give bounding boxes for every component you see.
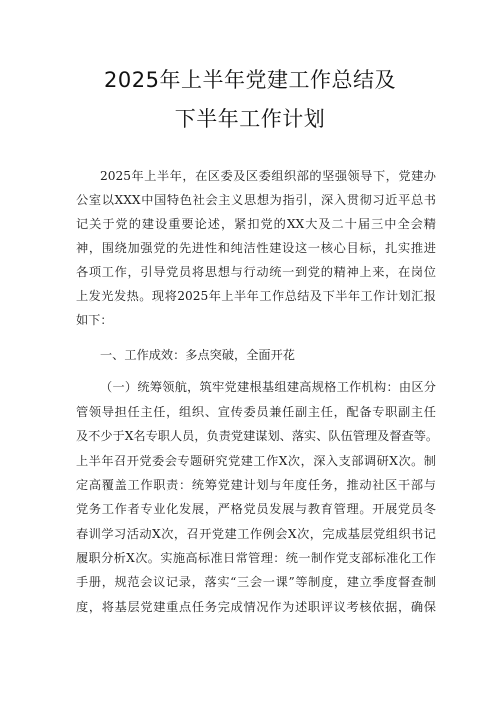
- paragraph-1-line-1: 2025年上半年，在区委及区委组织部的坚强领导下，党建办: [100, 169, 436, 183]
- paragraph-2-line-8: 履职分析X次。实施高标准日常管理：统一制作党支部标准化工作: [76, 551, 436, 565]
- paragraph-1-line-6: 上发光发热。现将2025年上半年工作总结及下半年工作计划汇报: [76, 289, 436, 303]
- paragraph-2-line-1: （一）统筹领航，筑牢党建根基组建高规格工作机构：由区分: [100, 380, 436, 394]
- document-title-line-1: 2025年上半年党建工作总结及: [104, 68, 396, 92]
- paragraph-2-line-5: 定高覆盖工作职责：统筹党建计划与年度任务，推动社区干部与: [76, 478, 436, 492]
- paragraph-2-line-2: 管领导担任主任，组织、宣传委员兼任副主任，配备专职副主任: [76, 405, 436, 419]
- paragraph-2-line-7: 春训学习活动X次，召开党建工作例会X次，完成基层党组织书记: [76, 527, 436, 541]
- paragraph-2-line-6: 党务工作者专业化发展，严格党员发展与教育管理。开展党员冬: [76, 502, 436, 516]
- paragraph-2-line-4: 上半年召开党委会专题研究党建工作X次，深入支部调研X次。制: [76, 454, 436, 468]
- paragraph-2-line-9: 手册，规范会议记录，落实“三会一课”等制度，建立季度督查制: [76, 575, 436, 589]
- paragraph-1-line-5: 各项工作，引导党员将思想与行动统一到党的精神上来，在岗位: [76, 265, 436, 279]
- section-heading-1: 一、工作成效：多点突破，全面开花: [100, 348, 295, 362]
- paragraph-1-line-2: 公室以XXX中国特色社会主义思想为指引，深入贯彻习近平总书: [76, 193, 436, 207]
- paragraph-2-line-3: 及不少于X名专职人员，负责党建谋划、落实、队伍管理及督查等。: [76, 429, 439, 443]
- document-title-line-2: 下半年工作计划: [174, 107, 326, 131]
- paragraph-1-line-4: 神，围绕加强党的先进性和纯洁性建设这一核心目标，扎实推进: [76, 241, 436, 255]
- paragraph-2-line-10: 度，将基层党建重点任务完成情况作为述职评议考核依据，确保: [76, 600, 436, 614]
- paragraph-1-line-3: 记关于党的建设重要论述，紧扣党的XX大及二十届三中全会精: [76, 217, 436, 231]
- paragraph-1-line-7: 如下：: [76, 313, 113, 327]
